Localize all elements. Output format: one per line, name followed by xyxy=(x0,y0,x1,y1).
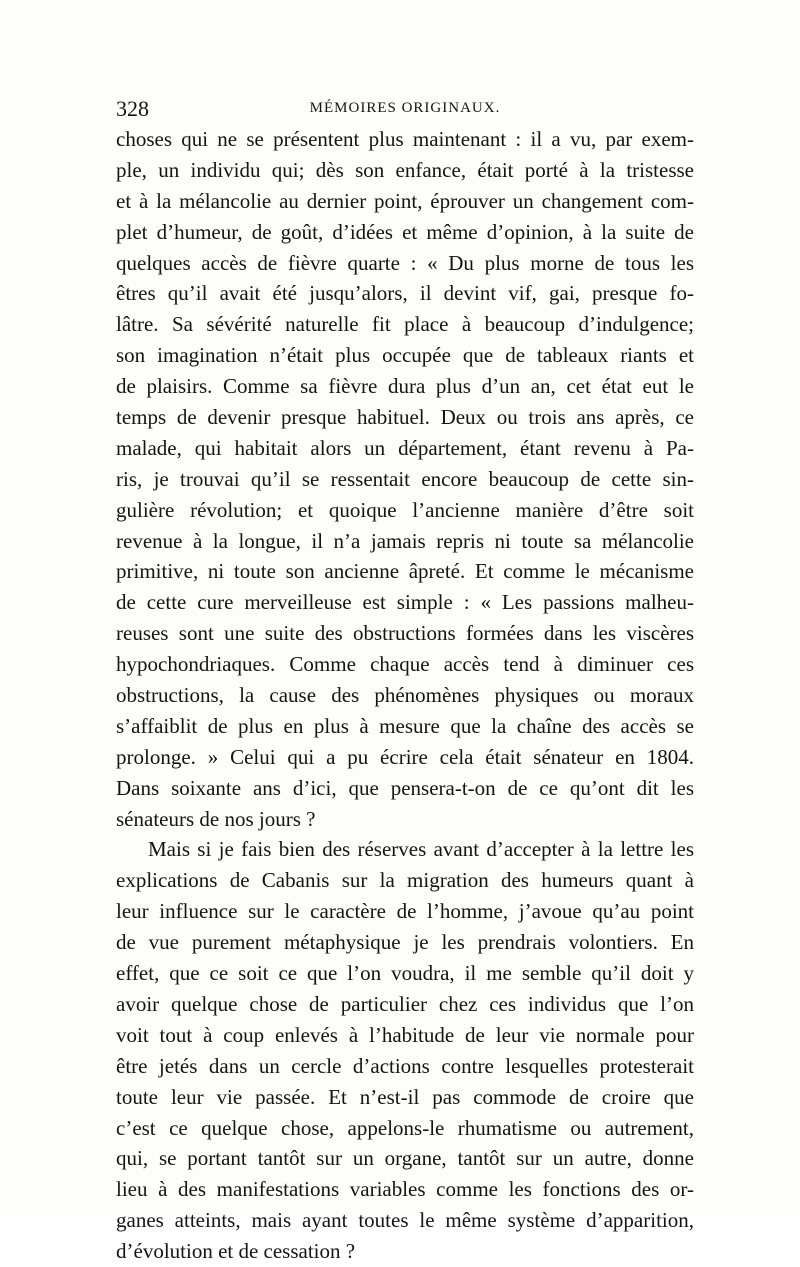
text-line: effet, que ce soit ce que l’on voudra, il me semble qu’il doit y xyxy=(116,961,694,986)
text-line: être jetés dans un cercle d’actions contre lesquelles protesterait xyxy=(116,1053,694,1078)
text-line: gulière révolution; et quoique l’ancienne manière d’être soit xyxy=(116,497,694,522)
text-line: quelques accès de fièvre quarte : « Du plus morne de tous les xyxy=(116,250,694,275)
text-line: c’est ce quelque chose, appelons-le rhumatisme ou autrement, xyxy=(116,1115,694,1140)
text-line: lieu à des manifestations variables comme les fonctions des or- xyxy=(116,1177,694,1202)
text-line: s’affaiblit de plus en plus à mesure que la chaîne des accès se xyxy=(116,713,694,738)
text-line: primitive, ni toute son ancienne âpreté. Et comme le mécanisme xyxy=(116,559,694,584)
text-line: sénateurs de nos jours ? xyxy=(116,806,316,831)
text-line: avoir quelque chose de particulier chez ces individus que l’on xyxy=(116,991,694,1016)
text-line: ple, un individu qui; dès son enfance, était porté à la tristesse xyxy=(116,157,694,182)
text-line: Dans soixante ans d’ici, que pensera-t-on de ce qu’ont dit les xyxy=(116,775,694,800)
text-line: qui, se portant tantôt sur un organe, tantôt sur un autre, donne xyxy=(116,1146,694,1171)
text-line: d’évolution et de cessation ? xyxy=(116,1239,356,1264)
paragraph-2 xyxy=(116,834,694,1266)
text-line: de cette cure merveilleuse est simple : « Les passions malheu- xyxy=(116,590,694,615)
text-line: plet d’humeur, de goût, d’idées et même d’opinion, à la suite de xyxy=(116,219,694,244)
body-text xyxy=(116,124,694,1267)
running-head: MÉMOIRES ORIGINAUX. xyxy=(309,100,501,116)
paragraph-1 xyxy=(116,124,694,834)
text-line: ganes atteints, mais ayant toutes le même système d’apparition, xyxy=(116,1208,694,1233)
text-line: leur influence sur le caractère de l’homme, j’avoue qu’au point xyxy=(116,899,694,924)
text-line: toute leur vie passée. Et n’est-il pas commode de croire que xyxy=(116,1084,694,1109)
text-line: prolonge. » Celui qui a pu écrire cela était sénateur en 1804. xyxy=(116,744,694,769)
text-line: son imagination n’était plus occupée que de tableaux riants et xyxy=(116,343,694,368)
text-line: et à la mélancolie au dernier point, éprouver un changement com- xyxy=(116,188,694,213)
text-line: ris, je trouvai qu’il se ressentait encore beaucoup de cette sin- xyxy=(116,466,694,491)
text-line: Mais si je fais bien des réserves avant d’accepter à la lettre les xyxy=(148,837,694,862)
text-line: temps de devenir presque habituel. Deux ou trois ans après, ce xyxy=(116,405,694,430)
text-line: lâtre. Sa sévérité naturelle fit place à beaucoup d’indulgence; xyxy=(116,312,694,337)
text-line: obstructions, la cause des phénomènes physiques ou moraux xyxy=(116,683,694,708)
text-line: malade, qui habitait alors un département, étant revenu à Pa- xyxy=(116,435,694,460)
page-number: 328 xyxy=(116,96,149,121)
text-line: revenue à la longue, il n’a jamais repris ni toute sa mélancolie xyxy=(116,528,694,553)
text-line: de vue purement métaphysique je les prendrais volontiers. En xyxy=(116,930,694,955)
text-line: de plaisirs. Comme sa fièvre dura plus d’un an, cet état eut le xyxy=(116,374,694,399)
text-line: reuses sont une suite des obstructions formées dans les viscères xyxy=(116,621,694,646)
text-line: êtres qu’il avait été jusqu’alors, il devint vif, gai, presque fo- xyxy=(116,281,694,306)
text-line: choses qui ne se présentent plus maintenant : il a vu, par exem- xyxy=(116,127,694,151)
text-line: explications de Cabanis sur la migration des humeurs quant à xyxy=(116,868,694,893)
text-line: hypochondriaques. Comme chaque accès tend à diminuer ces xyxy=(116,652,694,677)
text-line: voit tout à coup enlevés à l’habitude de leur vie normale pour xyxy=(116,1022,694,1047)
page-header xyxy=(116,96,694,124)
